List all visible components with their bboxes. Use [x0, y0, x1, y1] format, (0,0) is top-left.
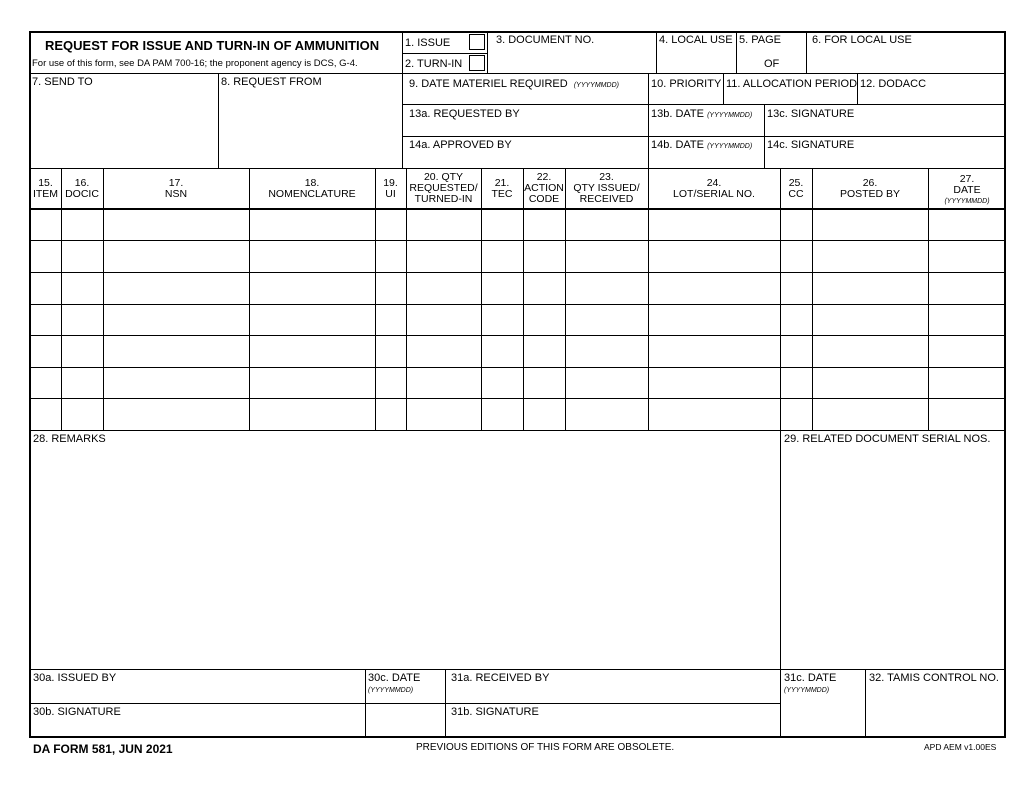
col-tec-header: 21. TEC — [491, 177, 513, 200]
dodacc-label: 12. DODACC — [860, 78, 927, 90]
local-use-6-label: 6. FOR LOCAL USE — [812, 34, 912, 46]
col-cc-header: 25. CC — [788, 177, 804, 200]
local-use-4-label: 4. LOCAL USE — [659, 34, 733, 46]
col-nsn-header: 17. NSN — [164, 177, 188, 200]
document-no-label: 3. DOCUMENT NO. — [496, 34, 595, 46]
col-lot-serial-header: 24. LOT/SERIAL NO. — [673, 177, 755, 200]
date-31c-format: (YYYYMMDD) — [784, 687, 830, 694]
remarks-label: 28. REMARKS — [33, 433, 106, 445]
received-by-label: 31a. RECEIVED BY — [451, 672, 550, 684]
table-row[interactable] — [29, 335, 1006, 336]
allocation-label: 11. ALLOCATION PERIOD — [726, 78, 858, 90]
request-from-label: 8. REQUEST FROM — [221, 76, 322, 88]
col-qty-issued-header: 23. QTY ISSUED/ RECEIVED — [573, 171, 640, 205]
obsolete-notice: PREVIOUS EDITIONS OF THIS FORM ARE OBSOLETE. — [416, 742, 675, 753]
page-label: 5. PAGE — [739, 34, 781, 46]
date-required-label: 9. DATE MATERIEL REQUIRED (YYYYMMDD) — [409, 78, 619, 90]
turn-in-checkbox[interactable] — [469, 55, 485, 71]
form-frame — [29, 31, 1006, 738]
form-title: REQUEST FOR ISSUE AND TURN-IN OF AMMUNITION — [45, 38, 380, 53]
col-nomenclature-header: 18. NOMENCLATURE — [268, 177, 356, 200]
issue-checkbox[interactable] — [469, 34, 485, 50]
col-item-header: 15. ITEM — [32, 177, 59, 200]
requested-by-label: 13a. REQUESTED BY — [409, 108, 520, 120]
table-row[interactable] — [29, 367, 1006, 368]
issue-label: 1. ISSUE — [405, 37, 451, 49]
priority-label: 10. PRIORITY — [651, 78, 722, 90]
page-of-label: OF — [764, 58, 780, 70]
approved-by-label: 14a. APPROVED BY — [409, 139, 512, 151]
date-31c-label: 31c. DATE — [784, 672, 837, 684]
related-docs-label: 29. RELATED DOCUMENT SERIAL NOS. — [784, 433, 991, 445]
form-id: DA FORM 581, JUN 2021 — [33, 742, 173, 756]
date-30c-label: 30c. DATE — [368, 672, 421, 684]
form-subtitle: For use of this form, see DA PAM 700-16; the proponent agency is DCS, G-4. — [32, 58, 358, 69]
table-row[interactable] — [29, 398, 1006, 399]
col-qty-requested-header: 20. QTY REQUESTED/ TURNED-IN — [409, 171, 478, 205]
turn-in-label: 2. TURN-IN — [405, 58, 463, 70]
date-14b-label: 14b. DATE (YYYYMMDD) — [651, 139, 753, 151]
version-label: APD AEM v1.00ES — [924, 742, 997, 752]
col-action-code-header: 22. ACTION CODE — [524, 171, 564, 205]
table-row[interactable] — [29, 240, 1006, 241]
send-to-label: 7. SEND TO — [32, 76, 93, 88]
date-30c-format: (YYYYMMDD) — [368, 687, 414, 694]
col-date-header: 27. DATE (YYYYMMDD) — [944, 173, 990, 205]
table-row[interactable] — [29, 304, 1006, 305]
col-docic-header: 16. DOCIC — [65, 177, 99, 200]
col-ui-header: 19. UI — [383, 177, 398, 200]
signature-30b-label: 30b. SIGNATURE — [33, 706, 121, 718]
signature-14c-label: 14c. SIGNATURE — [767, 139, 855, 151]
tamis-label: 32. TAMIS CONTROL NO. — [869, 672, 999, 684]
date-13b-label: 13b. DATE (YYYYMMDD) — [651, 108, 753, 120]
table-row[interactable] — [29, 272, 1006, 273]
col-posted-by-header: 26. POSTED BY — [839, 177, 901, 200]
signature-13c-label: 13c. SIGNATURE — [767, 108, 855, 120]
signature-31b-label: 31b. SIGNATURE — [451, 706, 539, 718]
issued-by-label: 30a. ISSUED BY — [33, 672, 117, 684]
